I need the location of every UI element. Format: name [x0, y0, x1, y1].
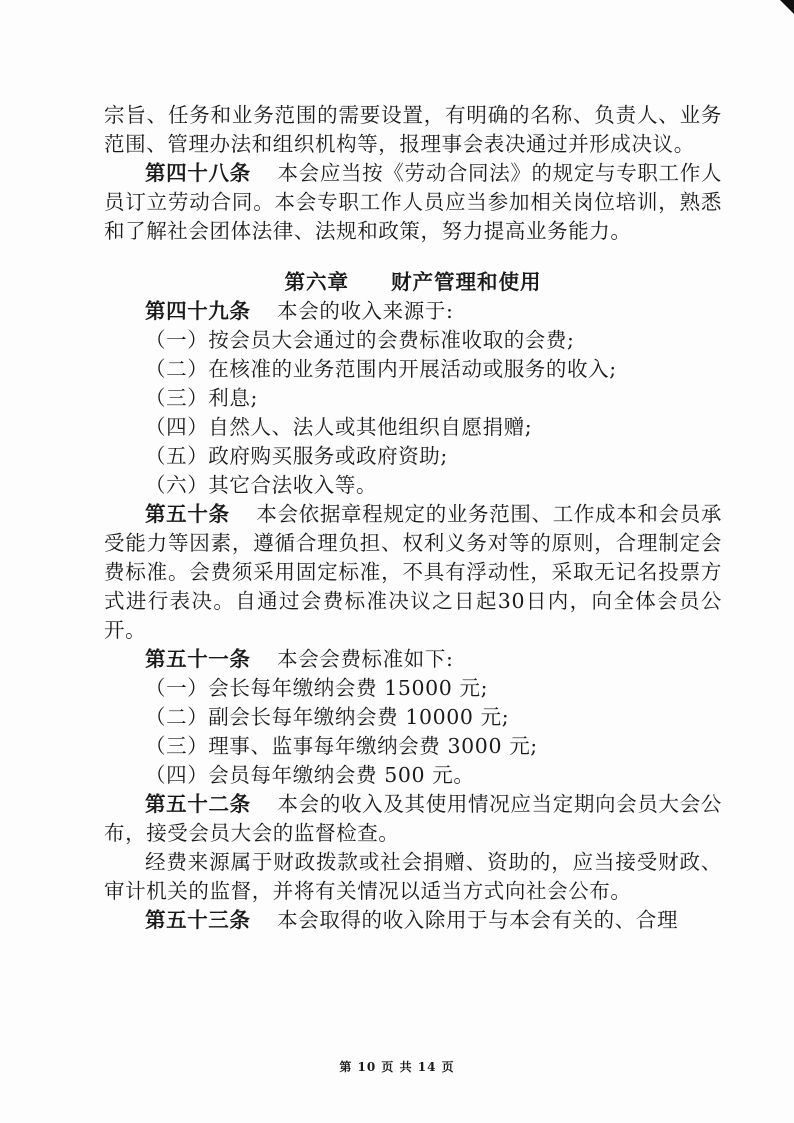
list-item: （六）其它合法收入等。: [145, 473, 378, 497]
chapter-number: 第六章: [284, 270, 349, 294]
article-50: [104, 500, 722, 645]
article-48: [104, 159, 722, 246]
article-50-label: 第五十条: [145, 502, 230, 526]
article-49-text: 本会的收入来源于:: [277, 299, 454, 323]
list-item: （四）会员每年缴纳会费 500 元。: [145, 763, 475, 787]
corner-mark: [780, 0, 794, 14]
article-51-label: 第五十一条: [145, 647, 251, 671]
article-49-label: 第四十九条: [145, 299, 251, 323]
chapter-heading: [104, 268, 722, 297]
article-49: [104, 297, 722, 326]
article-51: [104, 645, 722, 674]
article-53-text: 本会取得的收入除用于与本会有关的、合理: [277, 908, 679, 932]
article-53-label: 第五十三条: [145, 908, 251, 932]
continued-paragraph: 宗旨、任务和业务范围的需要设置，有明确的名称、负责人、业务范围、管理办法和组织机构等，报理事会表决通过并形成决议。: [104, 103, 722, 156]
page-body: [104, 101, 722, 935]
article-53: [104, 906, 722, 935]
article-52: [104, 790, 722, 848]
list-item: （三）利息;: [145, 386, 259, 410]
list-item: （一）按会员大会通过的会费标准收取的会费;: [145, 328, 575, 352]
article-51-text: 本会会费标准如下:: [277, 647, 454, 671]
chapter-title: 财产管理和使用: [391, 270, 542, 294]
list-item: （二）副会长每年缴纳会费 10000 元;: [145, 705, 510, 729]
list-item: （三）理事、监事每年缴纳会费 3000 元;: [145, 734, 538, 758]
article-52-extra: 经费来源属于财政拨款或社会捐赠、资助的，应当接受财政、审计机关的监督，并将有关情况以适当方式向社会公布。: [104, 850, 722, 903]
list-item: （一）会长每年缴纳会费 15000 元;: [145, 676, 489, 700]
page-footer: 第 10 页 共 14 页: [339, 1060, 455, 1074]
article-52-text: 本会的收入及其使用情况应当定期向会员大会公布，接受会员大会的监督检查。: [104, 792, 722, 845]
list-item: （二）在核准的业务范围内开展活动或服务的收入;: [145, 357, 617, 381]
list-item: （四）自然人、法人或其他组织自愿捐赠;: [145, 415, 533, 439]
article-50-text: 本会依据章程规定的业务范围、工作成本和会员承受能力等因素，遵循合理负担、权利义务对等的原则，合理制定会费标准。会费须采用固定标准，不具有浮动性，采取无记名投票方式进行表决。自通过会费标准决议之日起30日内，向全体会员公开。: [104, 502, 722, 642]
list-item: （五）政府购买服务或政府资助;: [145, 444, 448, 468]
article-52-label: 第五十二条: [145, 792, 251, 816]
article-48-text: 本会应当按《劳动合同法》的规定与专职工作人员订立劳动合同。本会专职工作人员应当参加相关岗位培训，熟悉和了解社会团体法律、法规和政策，努力提高业务能力。: [104, 161, 722, 243]
article-48-label: 第四十八条: [145, 161, 251, 185]
